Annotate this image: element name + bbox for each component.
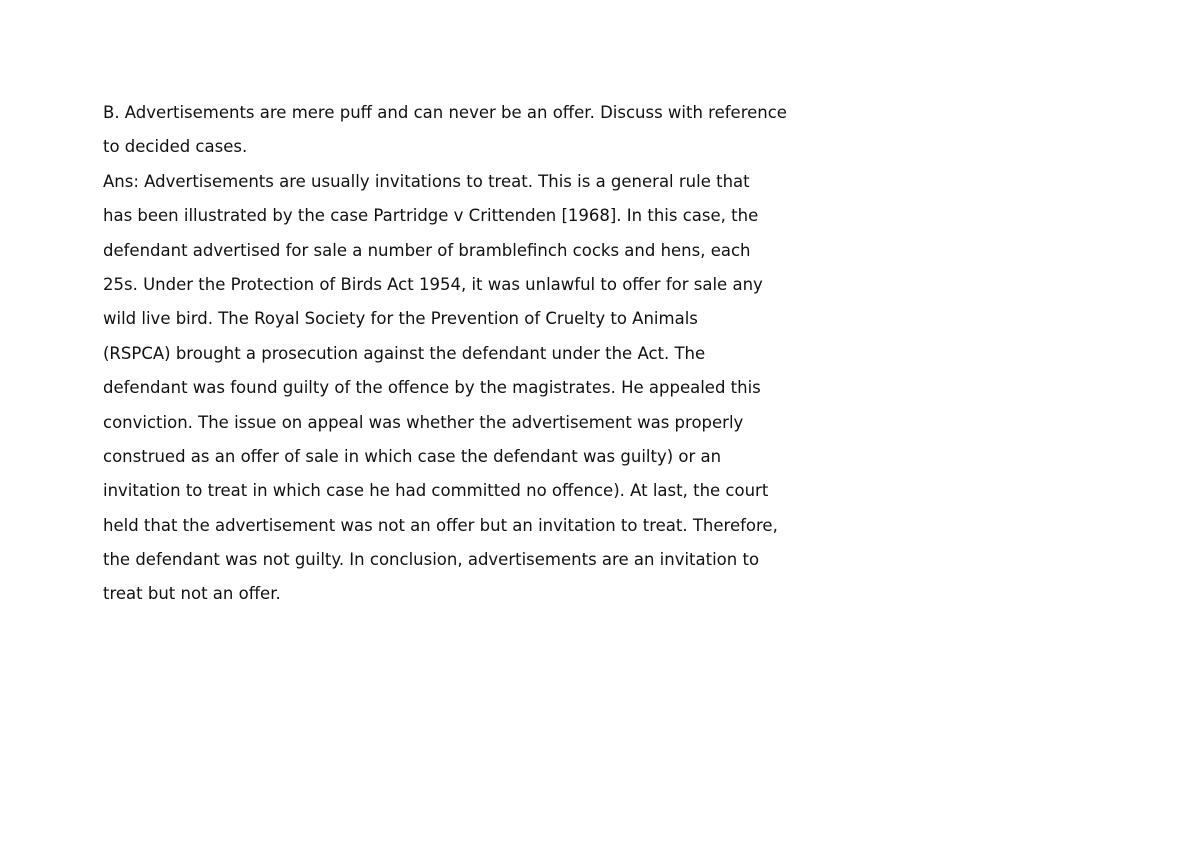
answer-line: defendant advertised for sale a number of bramblefinch cocks and hens, each <box>103 240 751 260</box>
answer-line: construed as an offer of sale in which case the defendant was guilty) or an <box>103 446 722 466</box>
answer-line: defendant was found guilty of the offence by the magistrates. He appealed this <box>103 378 761 398</box>
answer-line: (RSPCA) brought a prosecution against the defendant under the Act. The <box>103 343 706 363</box>
answer-line: has been illustrated by the case Partridge v Crittenden [1968]. In this case, the <box>103 206 759 226</box>
answer-text-block <box>103 96 863 612</box>
answer-line: 25s. Under the Protection of Birds Act 1954, it was unlawful to offer for sale any <box>103 274 763 294</box>
answer-line: treat but not an offer. <box>103 584 281 604</box>
answer-line: wild live bird. The Royal Society for the Prevention of Cruelty to Animals <box>103 309 698 329</box>
answer-line: Ans: Advertisements are usually invitations to treat. This is a general rule that <box>103 171 750 191</box>
answer-line: invitation to treat in which case he had committed no offence). At last, the court <box>103 481 769 501</box>
question-line: B. Advertisements are mere puff and can never be an offer. Discuss with reference <box>103 103 787 122</box>
question-line: to decided cases. <box>103 137 248 157</box>
answer-line: the defendant was not guilty. In conclusion, advertisements are an invitation to <box>103 550 760 570</box>
answer-line: conviction. The issue on appeal was whether the advertisement was properly <box>103 412 744 432</box>
answer-line: held that the advertisement was not an offer but an invitation to treat. Therefore, <box>103 515 778 535</box>
